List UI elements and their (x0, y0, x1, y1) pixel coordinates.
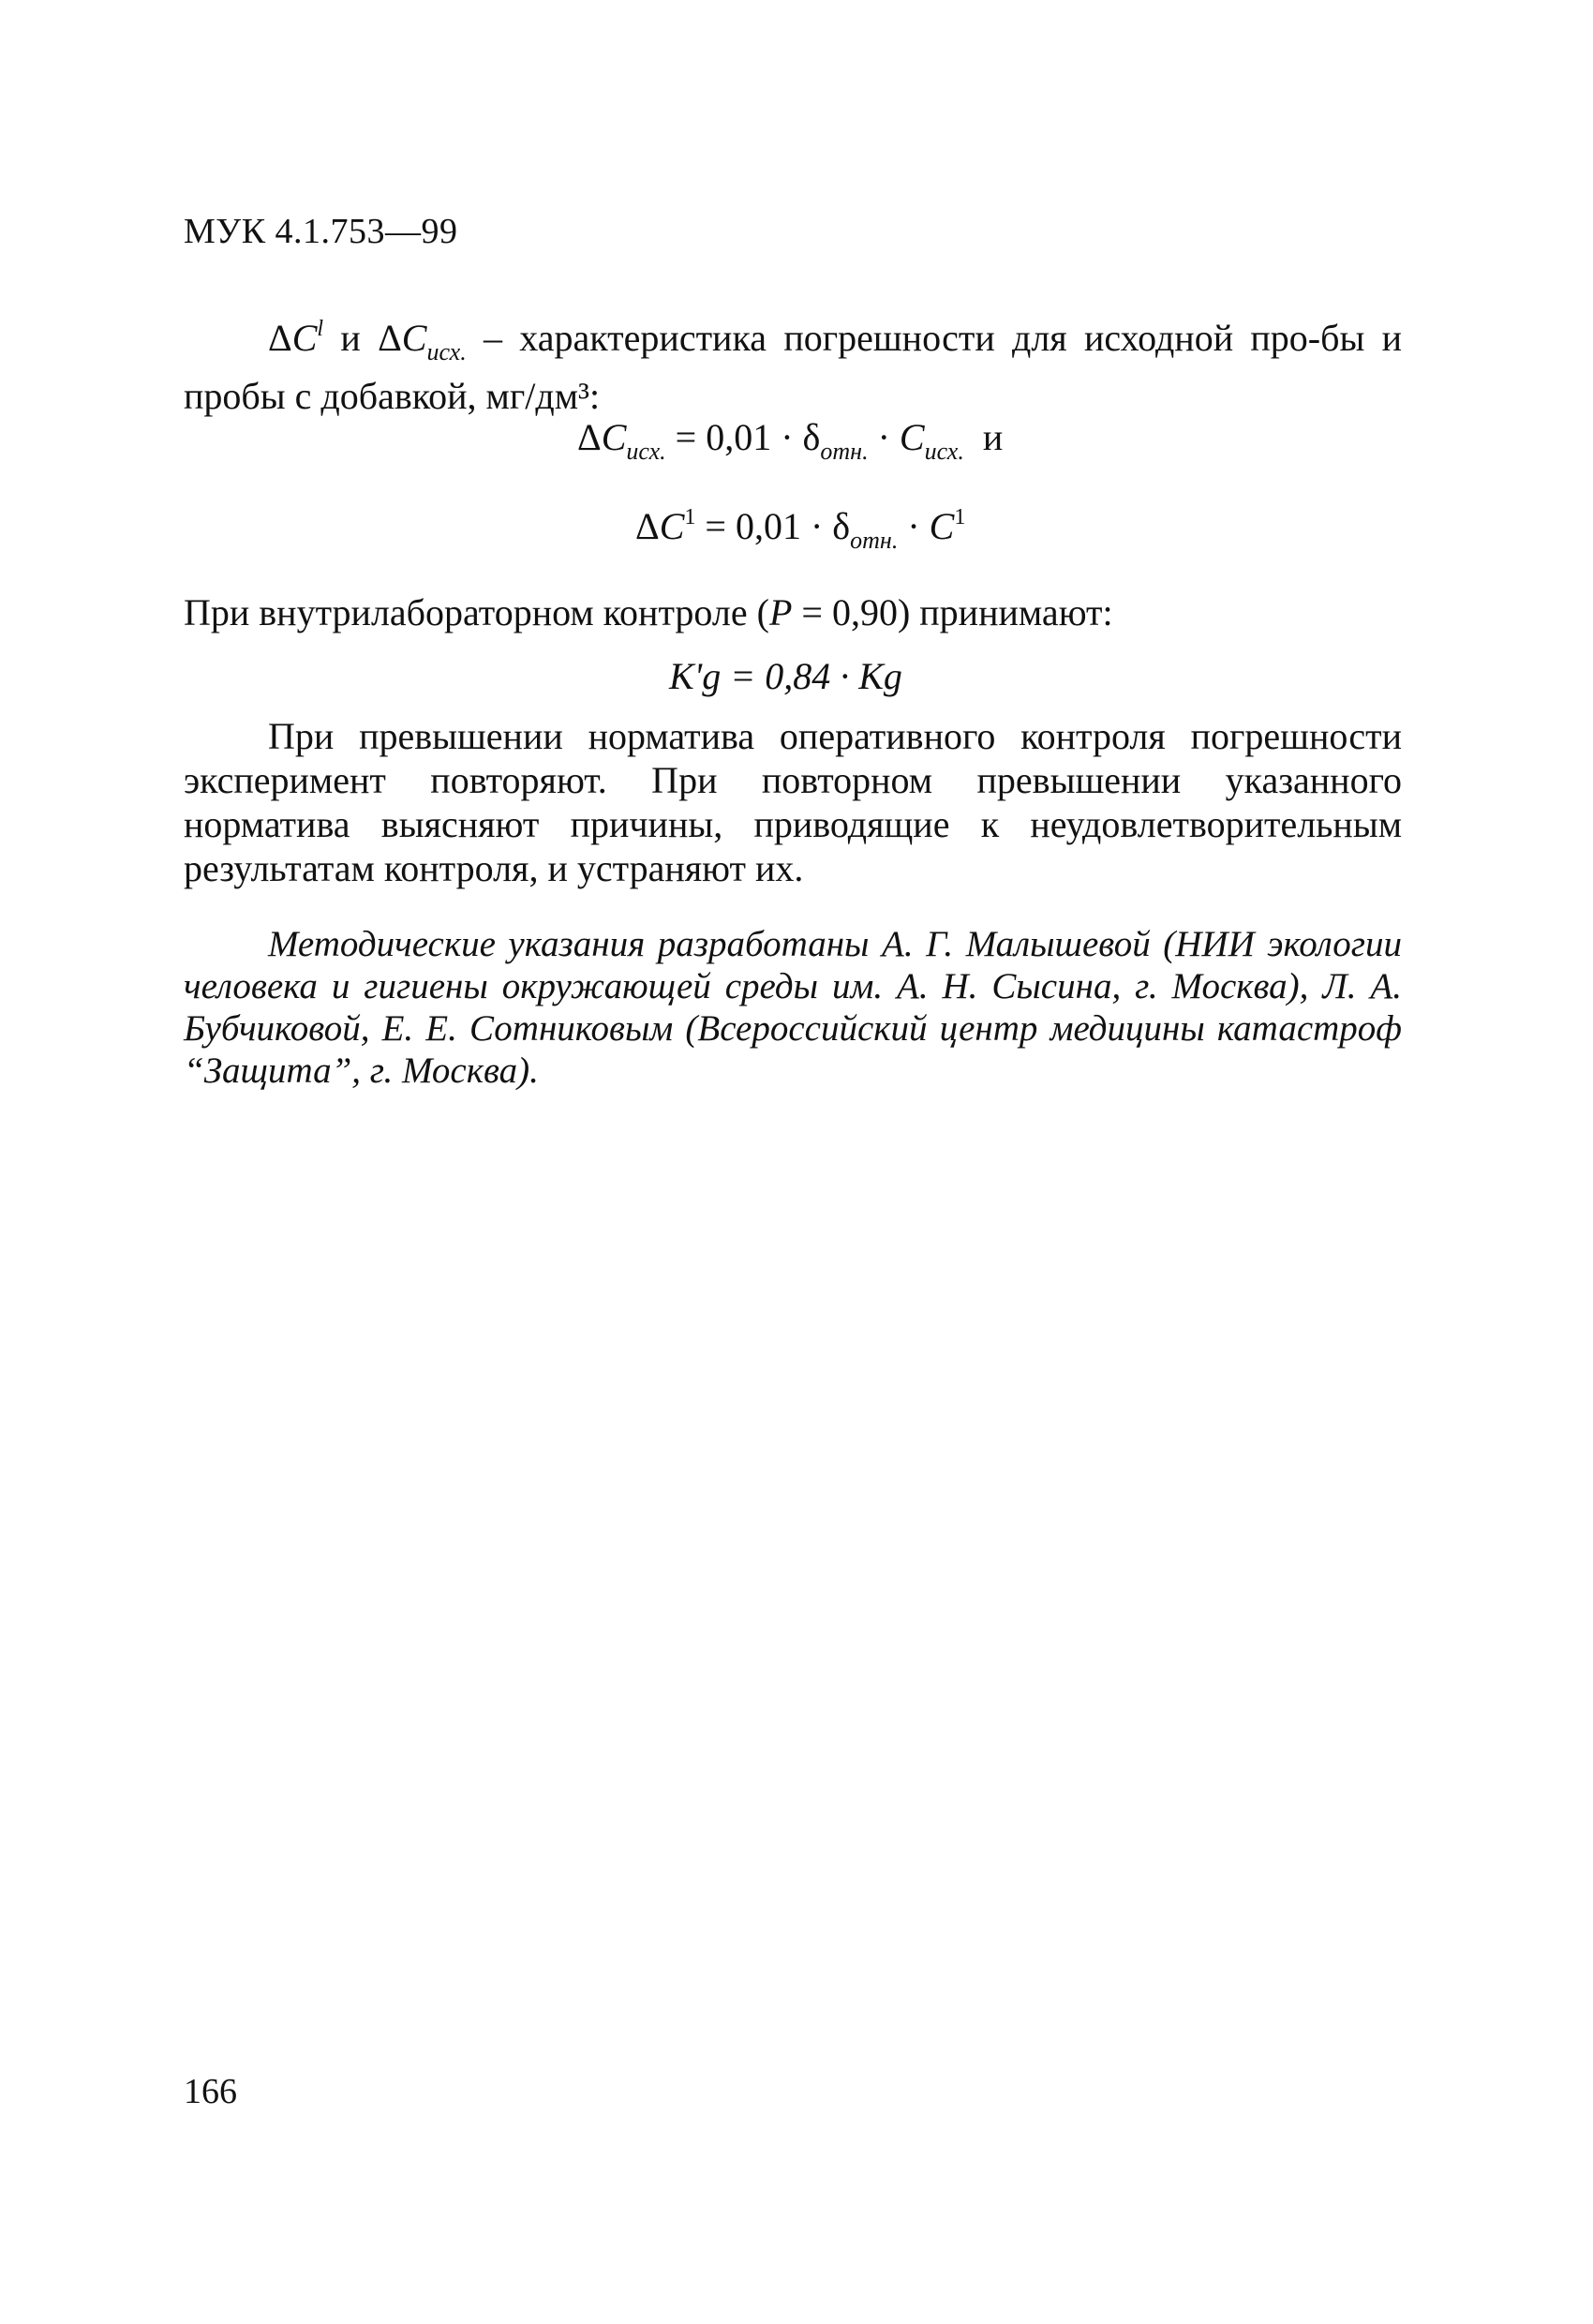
formula1-and: и (982, 416, 1004, 458)
page-number: 166 (184, 2072, 237, 2111)
delta-c-prime-symbol: $\Delta C^l$ (268, 317, 324, 359)
formula1-coef: = 0,01 · δ (675, 416, 821, 458)
paragraph-repeat: При превышении норматива оперативного контроля погрешности эксперимент повторяют. При повторном превышении указанного норматива выясняют причины, приводящие к неудовлетворительным результатам контроля, и устраняют их. (184, 715, 1402, 889)
credits-paragraph: Методические указания разработаны А. Г. Малышевой (НИИ экологии человека и гигиены окружающей среды им. А. Н. Сысина, г. Москва), Л. А. Бубчиковой, Е. Е. Сотниковым (Всероссийский центр медицины катастроф “Защита”, г. Москва). (184, 924, 1402, 1091)
delta-c-isx-symbol: $\Delta C_{исх.}$ (378, 317, 467, 365)
formula2-coef: = 0,01 · δ (705, 505, 851, 547)
internal-control-line: При внутрилабораторном контроле (P = 0,90) принимают: (184, 591, 1113, 633)
formula-kg: K'g = 0,84 · Kg (669, 655, 902, 697)
definition-and: и (340, 317, 361, 359)
document-code: МУК 4.1.753—99 (184, 212, 458, 251)
formula-delta-c-isx: $\Delta C_{исх.} = 0,01 \cdot \delta_{отн.} \cdot C_{исх.}$ и (577, 416, 1004, 465)
definition-text: – характеристика погрешности для исходной про-бы и пробы с добавкой, мг/дм³: (184, 317, 1403, 417)
formula-delta-c1: $\Delta C^1 = 0,01 \cdot \delta_{отн.} \cdot C^1$ (635, 505, 966, 554)
definition-paragraph (184, 307, 1402, 418)
